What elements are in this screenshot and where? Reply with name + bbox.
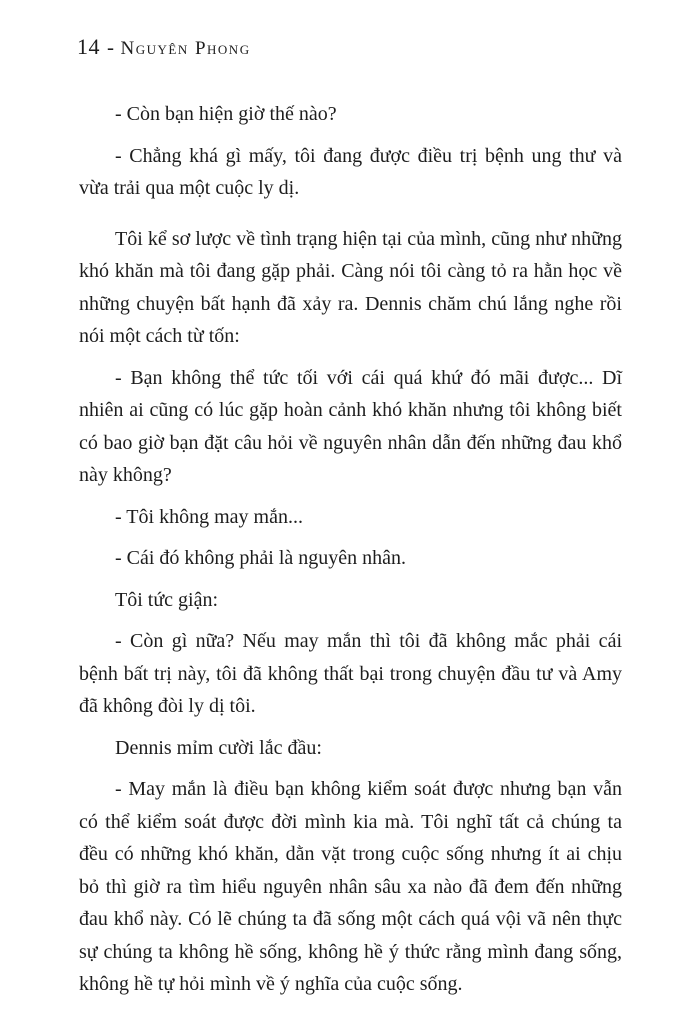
header-separator: - (107, 35, 115, 59)
paragraph: - Chẳng khá gì mấy, tôi đang được điều trị bệnh ung thư và vừa trải qua một cuộc ly dị. (79, 144, 622, 199)
paragraph: Tôi kể sơ lược về tình trạng hiện tại của mình, cũng như những khó khăn mà tôi đang gặp phải. Càng nói tôi càng tỏ ra hằn học về những chuyện bất hạnh đã xảy ra. Dennis chăm chú lắng nghe rồi nói một cách từ tốn: (79, 227, 622, 347)
page-number: 14 (77, 34, 100, 59)
paragraph: - Còn gì nữa? Nếu may mắn thì tôi đã không mắc phải cái bệnh bất trị này, tôi đã không thất bại trong chuyện đầu tư và Amy đã không đòi ly dị tôi. (79, 630, 622, 717)
paragraph: Tôi tức giận: (115, 588, 219, 611)
page-body (79, 98, 622, 1010)
paragraph: - Cái đó không phải là nguyên nhân. (115, 547, 407, 569)
running-header (77, 34, 251, 62)
paragraph: - May mắn là điều bạn không kiểm soát được nhưng bạn vẫn có thể kiểm soát được đời mình kia mà. Tôi nghĩ tất cả chúng ta đều có những khó khăn, dằn vặt trong cuộc sống nhưng ít ai chịu bỏ thì giờ ra tìm hiểu nguyên nhân sâu xa nào đã đem đến những đau khổ này. Có lẽ chúng ta đã sống một cách quá vội vã nên thực sự chúng ta không hề sống, không hề ý thức rằng mình đang sống, không hề tự hỏi mình về ý nghĩa của cuộc sống. (79, 778, 622, 995)
author-name: Nguyên Phong (120, 38, 251, 59)
paragraph: - Còn bạn hiện giờ thế nào? (115, 103, 337, 125)
paragraph: Dennis mỉm cười lắc đầu: (115, 736, 322, 759)
paragraph: - Bạn không thể tức tối với cái quá khứ đó mãi được... Dĩ nhiên ai cũng có lúc gặp hoàn cảnh khó khăn nhưng tôi không biết có bao giờ bạn đặt câu hỏi về nguyên nhân dẫn đến những đau khổ này không? (79, 366, 622, 486)
paragraph: - Tôi không may mắn... (115, 505, 303, 528)
